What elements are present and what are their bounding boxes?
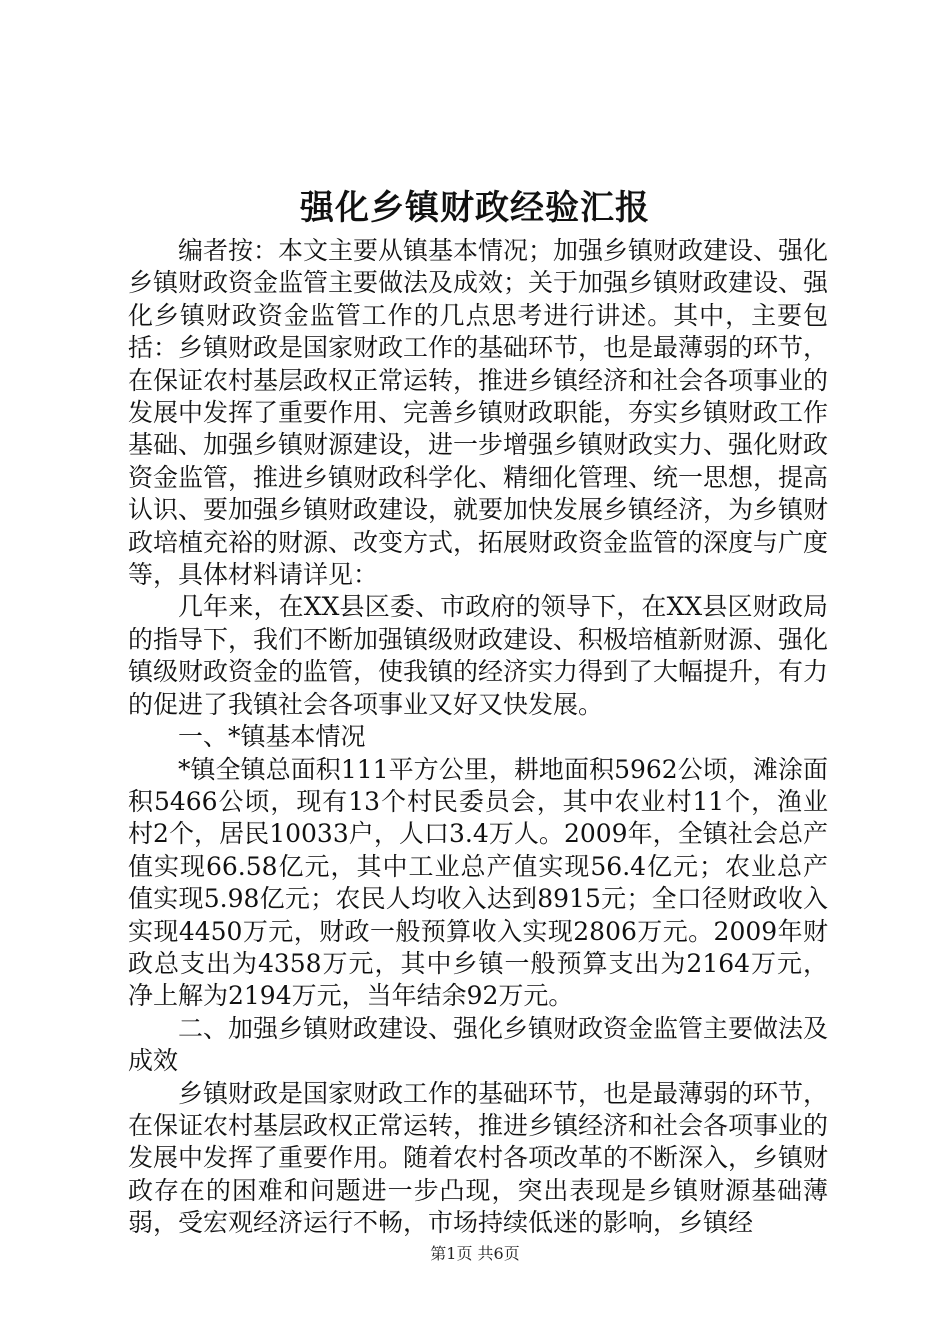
document-body: [128, 235, 828, 1240]
paragraph-editor-note: 编者按：本文主要从镇基本情况；加强乡镇财政建设、强化乡镇财政资金监管主要做法及成效；关于加强乡镇财政建设、强化乡镇财政资金监管工作的几点思考进行讲述。其中，主要包括：乡镇财政是国家财政工作的基础环节，也是最薄弱的环节，在保证农村基层政权正常运转，推进乡镇经济和社会各项事业的发展中发挥了重要作用、完善乡镇财政职能，夯实乡镇财政工作基础、加强乡镇财源建设，进一步增强乡镇财政实力、强化财政资金监管，推进乡镇财政科学化、精细化管理、统一思想，提高认识、要加强乡镇财政建设，就要加快发展乡镇经济，为乡镇财政培植充裕的财源、改变方式，拓展财政资金监管的深度与广度等，具体材料请详见：: [128, 236, 829, 590]
paragraph-basic-info: *镇全镇总面积111平方公里，耕地面积5962公顷，滩涂面积5466公顷，现有13个村民委员会，其中农业村11个，渔业村2个，居民10033户，人口3.4万人。2009年，全镇社会总产值实现66.58亿元，其中工业总产值实现56.4亿元；农业总产值实现5.98亿元；农民人均收入达到8915元；全口径财政收入实现4450万元，财政一般预算收入实现2806万元。2009年财政总支出为4358万元，其中乡镇一般预算支出为2164万元，净上解为2194万元，当年结余92万元。: [128, 754, 828, 1011]
section-heading-2: 二、加强乡镇财政建设、强化乡镇财政资金监管主要做法及成效: [128, 1013, 829, 1076]
paragraph-finance: 乡镇财政是国家财政工作的基础环节，也是最薄弱的环节，在保证农村基层政权正常运转，推进乡镇经济和社会各项事业的发展中发挥了重要作用。随着农村各项改革的不断深入，乡镇财政存在的困难和问题进一步凸现，突出表现是乡镇财源基础薄弱，受宏观经济运行不畅，市场持续低迷的影响，乡镇经: [128, 1078, 829, 1238]
paragraph-intro: 几年来，在XX县区委、市政府的领导下，在XX县区财政局的指导下，我们不断加强镇级财政建设、积极培植新财源、强化镇级财政资金的监管，使我镇的经济实力得到了大幅提升，有力的促进了我镇社会各项事业又好又快发展。: [128, 592, 829, 719]
document-title: 强化乡镇财政经验汇报: [300, 188, 650, 228]
section-heading-1: 一、*镇基本情况: [178, 722, 366, 752]
page-footer: 第1页 共6页: [430, 1244, 520, 1263]
